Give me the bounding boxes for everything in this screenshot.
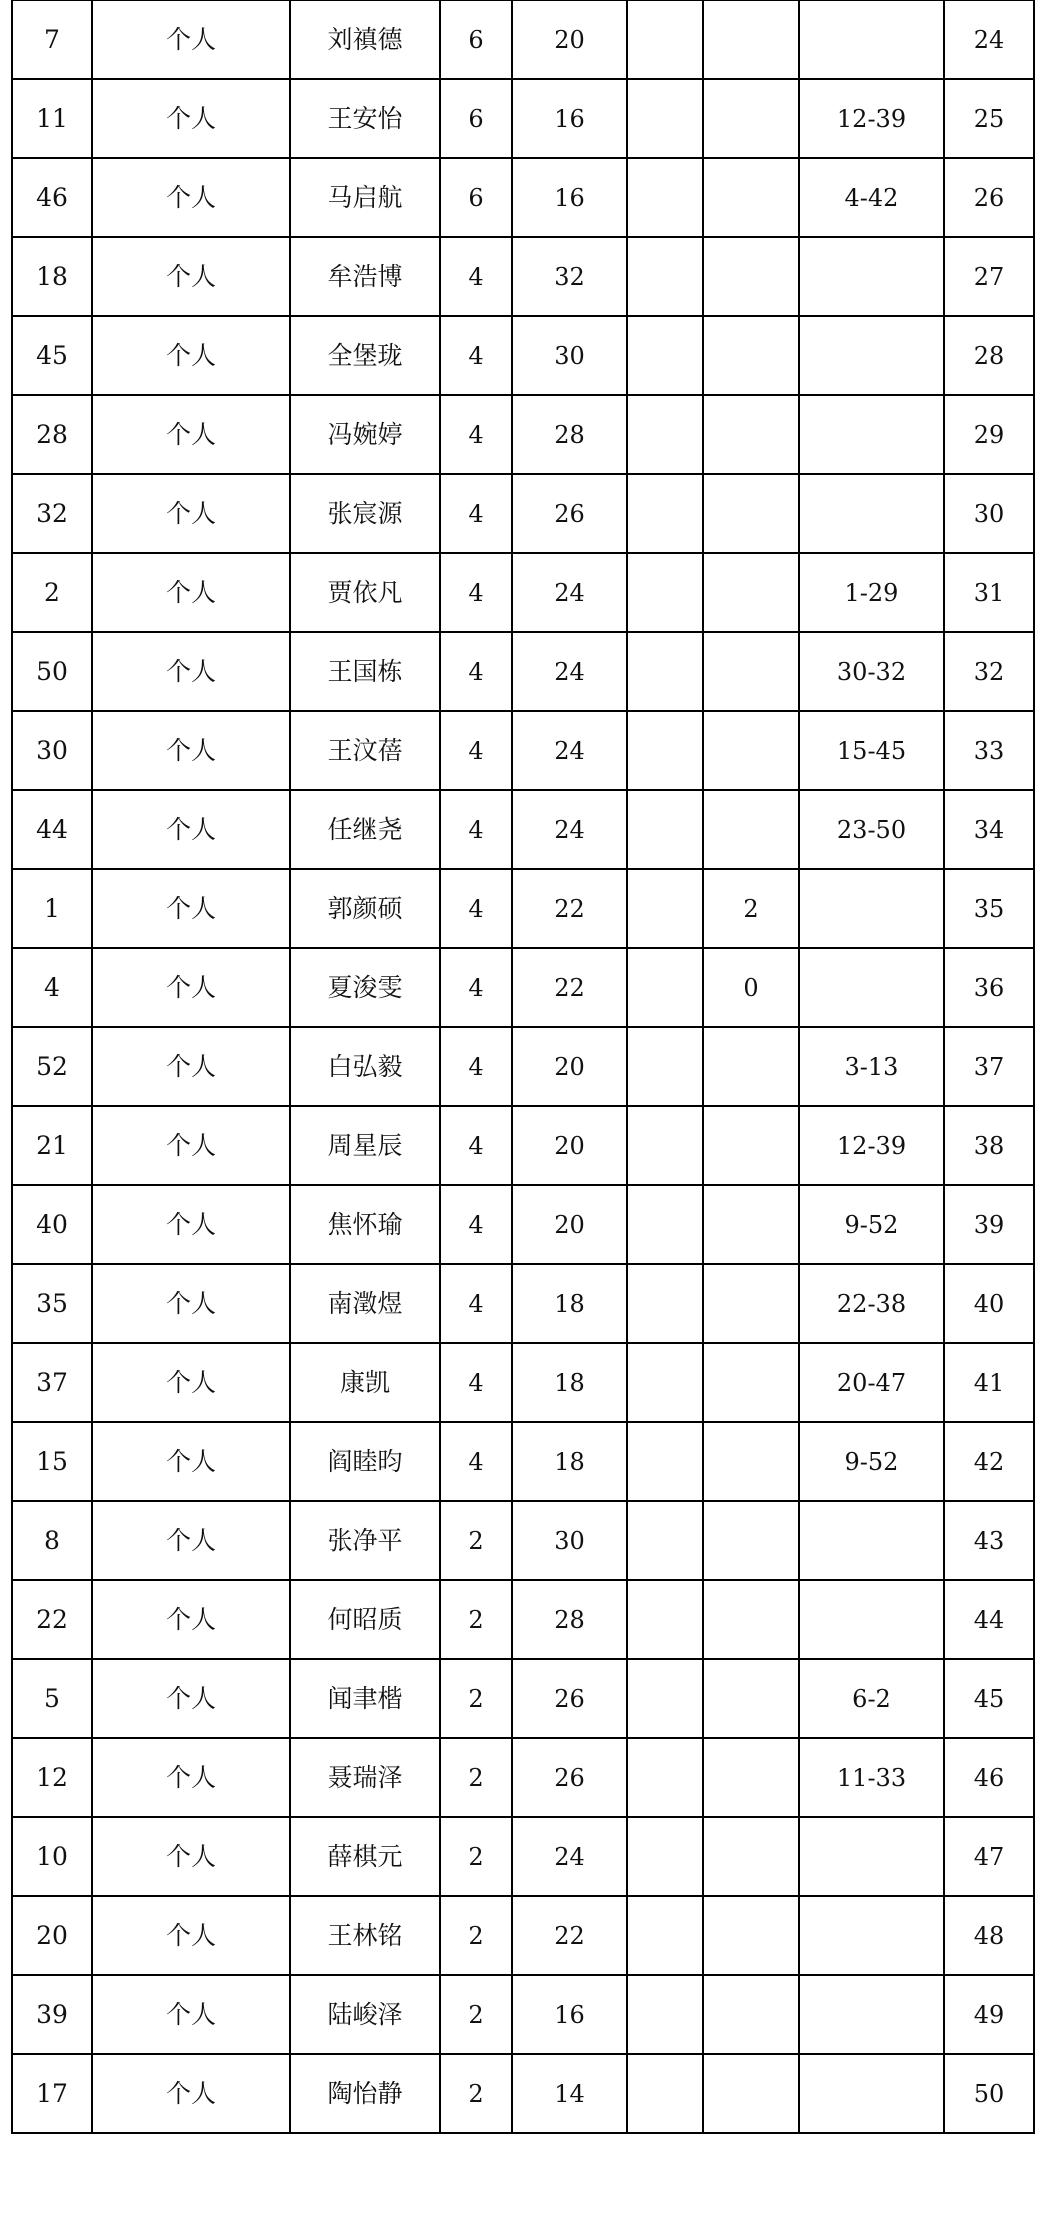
points-cell: 6 xyxy=(440,158,512,237)
score-cell: 28 xyxy=(512,395,627,474)
blank-cell xyxy=(627,395,703,474)
table-row xyxy=(12,1501,1034,1580)
tiebreak-cell xyxy=(703,711,799,790)
player-number-cell: 28 xyxy=(12,395,92,474)
score-cell: 24 xyxy=(512,790,627,869)
entry-type-cell: 个人 xyxy=(92,1659,290,1738)
player-name-cell: 康凯 xyxy=(290,1343,440,1422)
match-pair-cell xyxy=(799,474,944,553)
player-number-cell: 50 xyxy=(12,632,92,711)
player-name-cell: 何昭质 xyxy=(290,1580,440,1659)
blank-cell xyxy=(627,316,703,395)
player-number-cell: 40 xyxy=(12,1185,92,1264)
match-pair-cell xyxy=(799,1975,944,2054)
blank-cell xyxy=(627,711,703,790)
rank-cell: 28 xyxy=(944,316,1034,395)
player-number-cell: 4 xyxy=(12,948,92,1027)
blank-cell xyxy=(627,474,703,553)
player-name-cell: 周星辰 xyxy=(290,1106,440,1185)
match-pair-cell: 3-13 xyxy=(799,1027,944,1106)
tiebreak-cell xyxy=(703,1343,799,1422)
rank-cell: 41 xyxy=(944,1343,1034,1422)
player-name-cell: 王汶蓓 xyxy=(290,711,440,790)
tiebreak-cell xyxy=(703,395,799,474)
blank-cell xyxy=(627,1501,703,1580)
table-row xyxy=(12,237,1034,316)
table-row xyxy=(12,158,1034,237)
match-pair-cell xyxy=(799,2054,944,2133)
player-number-cell: 8 xyxy=(12,1501,92,1580)
player-name-cell: 郭颜硕 xyxy=(290,869,440,948)
table-row xyxy=(12,1343,1034,1422)
blank-cell xyxy=(627,948,703,1027)
table-row xyxy=(12,1975,1034,2054)
player-name-cell: 阎睦昀 xyxy=(290,1422,440,1501)
player-number-cell: 30 xyxy=(12,711,92,790)
table-row xyxy=(12,553,1034,632)
points-cell: 4 xyxy=(440,553,512,632)
match-pair-cell xyxy=(799,869,944,948)
player-number-cell: 52 xyxy=(12,1027,92,1106)
player-number-cell: 39 xyxy=(12,1975,92,2054)
blank-cell xyxy=(627,1738,703,1817)
points-cell: 6 xyxy=(440,0,512,79)
match-pair-cell xyxy=(799,237,944,316)
table-row xyxy=(12,790,1034,869)
points-cell: 4 xyxy=(440,1106,512,1185)
tiebreak-cell xyxy=(703,1738,799,1817)
entry-type-cell: 个人 xyxy=(92,869,290,948)
score-cell: 20 xyxy=(512,1027,627,1106)
player-name-cell: 任继尧 xyxy=(290,790,440,869)
rank-cell: 39 xyxy=(944,1185,1034,1264)
tiebreak-cell xyxy=(703,1422,799,1501)
entry-type-cell: 个人 xyxy=(92,1975,290,2054)
score-cell: 20 xyxy=(512,1106,627,1185)
match-pair-cell xyxy=(799,1501,944,1580)
player-number-cell: 1 xyxy=(12,869,92,948)
rank-cell: 29 xyxy=(944,395,1034,474)
match-pair-cell: 9-52 xyxy=(799,1422,944,1501)
entry-type-cell: 个人 xyxy=(92,316,290,395)
tiebreak-cell xyxy=(703,0,799,79)
match-pair-cell xyxy=(799,948,944,1027)
blank-cell xyxy=(627,1185,703,1264)
player-number-cell: 12 xyxy=(12,1738,92,1817)
entry-type-cell: 个人 xyxy=(92,0,290,79)
match-pair-cell: 30-32 xyxy=(799,632,944,711)
table-row xyxy=(12,1817,1034,1896)
tiebreak-cell xyxy=(703,553,799,632)
tiebreak-cell xyxy=(703,1185,799,1264)
player-number-cell: 5 xyxy=(12,1659,92,1738)
score-cell: 16 xyxy=(512,1975,627,2054)
player-number-cell: 37 xyxy=(12,1343,92,1422)
rank-cell: 26 xyxy=(944,158,1034,237)
points-cell: 4 xyxy=(440,869,512,948)
rank-cell: 32 xyxy=(944,632,1034,711)
player-name-cell: 贾依凡 xyxy=(290,553,440,632)
score-cell: 26 xyxy=(512,474,627,553)
match-pair-cell: 23-50 xyxy=(799,790,944,869)
rank-cell: 49 xyxy=(944,1975,1034,2054)
score-cell: 18 xyxy=(512,1422,627,1501)
player-name-cell: 白弘毅 xyxy=(290,1027,440,1106)
score-cell: 24 xyxy=(512,553,627,632)
blank-cell xyxy=(627,1896,703,1975)
table-row xyxy=(12,0,1034,79)
blank-cell xyxy=(627,158,703,237)
player-name-cell: 焦怀瑜 xyxy=(290,1185,440,1264)
entry-type-cell: 个人 xyxy=(92,2054,290,2133)
player-number-cell: 21 xyxy=(12,1106,92,1185)
table-row xyxy=(12,1264,1034,1343)
player-name-cell: 牟浩博 xyxy=(290,237,440,316)
score-cell: 24 xyxy=(512,632,627,711)
entry-type-cell: 个人 xyxy=(92,1343,290,1422)
blank-cell xyxy=(627,869,703,948)
rank-cell: 48 xyxy=(944,1896,1034,1975)
tiebreak-cell xyxy=(703,79,799,158)
table-row xyxy=(12,395,1034,474)
score-cell: 18 xyxy=(512,1343,627,1422)
points-cell: 2 xyxy=(440,1659,512,1738)
match-pair-cell: 20-47 xyxy=(799,1343,944,1422)
rank-cell: 44 xyxy=(944,1580,1034,1659)
points-cell: 4 xyxy=(440,632,512,711)
tiebreak-cell xyxy=(703,1580,799,1659)
blank-cell xyxy=(627,1422,703,1501)
blank-cell xyxy=(627,1659,703,1738)
points-cell: 4 xyxy=(440,1264,512,1343)
standings-table xyxy=(11,0,1035,2134)
table-row xyxy=(12,632,1034,711)
player-number-cell: 11 xyxy=(12,79,92,158)
player-name-cell: 陶怡静 xyxy=(290,2054,440,2133)
score-cell: 26 xyxy=(512,1659,627,1738)
points-cell: 4 xyxy=(440,474,512,553)
entry-type-cell: 个人 xyxy=(92,1580,290,1659)
rank-cell: 33 xyxy=(944,711,1034,790)
points-cell: 4 xyxy=(440,1185,512,1264)
player-name-cell: 冯婉婷 xyxy=(290,395,440,474)
blank-cell xyxy=(627,790,703,869)
tiebreak-cell: 2 xyxy=(703,869,799,948)
table-row xyxy=(12,79,1034,158)
points-cell: 2 xyxy=(440,1975,512,2054)
score-cell: 22 xyxy=(512,1896,627,1975)
player-name-cell: 张宸源 xyxy=(290,474,440,553)
player-number-cell: 18 xyxy=(12,237,92,316)
rank-cell: 50 xyxy=(944,2054,1034,2133)
player-number-cell: 22 xyxy=(12,1580,92,1659)
table-row xyxy=(12,1027,1034,1106)
entry-type-cell: 个人 xyxy=(92,474,290,553)
player-name-cell: 陆峻泽 xyxy=(290,1975,440,2054)
points-cell: 4 xyxy=(440,790,512,869)
match-pair-cell xyxy=(799,1817,944,1896)
score-cell: 32 xyxy=(512,237,627,316)
rank-cell: 37 xyxy=(944,1027,1034,1106)
match-pair-cell: 9-52 xyxy=(799,1185,944,1264)
match-pair-cell: 11-33 xyxy=(799,1738,944,1817)
table-body xyxy=(12,0,1034,2133)
blank-cell xyxy=(627,553,703,632)
tiebreak-cell xyxy=(703,316,799,395)
points-cell: 4 xyxy=(440,395,512,474)
points-cell: 2 xyxy=(440,1580,512,1659)
player-number-cell: 44 xyxy=(12,790,92,869)
player-name-cell: 薛棋元 xyxy=(290,1817,440,1896)
score-cell: 22 xyxy=(512,869,627,948)
score-cell: 30 xyxy=(512,1501,627,1580)
entry-type-cell: 个人 xyxy=(92,790,290,869)
match-pair-cell xyxy=(799,1896,944,1975)
match-pair-cell: 1-29 xyxy=(799,553,944,632)
match-pair-cell: 12-39 xyxy=(799,1106,944,1185)
rank-cell: 27 xyxy=(944,237,1034,316)
player-name-cell: 马启航 xyxy=(290,158,440,237)
blank-cell xyxy=(627,237,703,316)
match-pair-cell xyxy=(799,0,944,79)
score-cell: 20 xyxy=(512,1185,627,1264)
tiebreak-cell: 0 xyxy=(703,948,799,1027)
tiebreak-cell xyxy=(703,632,799,711)
table-row xyxy=(12,1422,1034,1501)
table-row xyxy=(12,1580,1034,1659)
entry-type-cell: 个人 xyxy=(92,79,290,158)
match-pair-cell xyxy=(799,316,944,395)
tiebreak-cell xyxy=(703,474,799,553)
blank-cell xyxy=(627,632,703,711)
match-pair-cell: 6-2 xyxy=(799,1659,944,1738)
match-pair-cell: 22-38 xyxy=(799,1264,944,1343)
player-name-cell: 闻聿楷 xyxy=(290,1659,440,1738)
tiebreak-cell xyxy=(703,1975,799,2054)
score-cell: 16 xyxy=(512,79,627,158)
match-pair-cell: 4-42 xyxy=(799,158,944,237)
rank-cell: 31 xyxy=(944,553,1034,632)
score-cell: 24 xyxy=(512,711,627,790)
entry-type-cell: 个人 xyxy=(92,948,290,1027)
entry-type-cell: 个人 xyxy=(92,1817,290,1896)
player-number-cell: 35 xyxy=(12,1264,92,1343)
match-pair-cell xyxy=(799,395,944,474)
points-cell: 2 xyxy=(440,1738,512,1817)
score-cell: 16 xyxy=(512,158,627,237)
rank-cell: 45 xyxy=(944,1659,1034,1738)
match-pair-cell: 12-39 xyxy=(799,79,944,158)
points-cell: 4 xyxy=(440,316,512,395)
tiebreak-cell xyxy=(703,158,799,237)
player-number-cell: 46 xyxy=(12,158,92,237)
player-name-cell: 刘禛德 xyxy=(290,0,440,79)
table-row xyxy=(12,316,1034,395)
entry-type-cell: 个人 xyxy=(92,1422,290,1501)
tiebreak-cell xyxy=(703,2054,799,2133)
player-number-cell: 15 xyxy=(12,1422,92,1501)
score-cell: 28 xyxy=(512,1580,627,1659)
tiebreak-cell xyxy=(703,237,799,316)
player-number-cell: 20 xyxy=(12,1896,92,1975)
entry-type-cell: 个人 xyxy=(92,1264,290,1343)
table-row xyxy=(12,948,1034,1027)
entry-type-cell: 个人 xyxy=(92,711,290,790)
rank-cell: 30 xyxy=(944,474,1034,553)
score-cell: 18 xyxy=(512,1264,627,1343)
entry-type-cell: 个人 xyxy=(92,1896,290,1975)
blank-cell xyxy=(627,1580,703,1659)
points-cell: 2 xyxy=(440,1501,512,1580)
player-name-cell: 夏浚雯 xyxy=(290,948,440,1027)
score-cell: 30 xyxy=(512,316,627,395)
player-number-cell: 10 xyxy=(12,1817,92,1896)
blank-cell xyxy=(627,2054,703,2133)
blank-cell xyxy=(627,1106,703,1185)
blank-cell xyxy=(627,1817,703,1896)
blank-cell xyxy=(627,1343,703,1422)
entry-type-cell: 个人 xyxy=(92,1106,290,1185)
rank-cell: 46 xyxy=(944,1738,1034,1817)
table-row xyxy=(12,1659,1034,1738)
entry-type-cell: 个人 xyxy=(92,1501,290,1580)
blank-cell xyxy=(627,1027,703,1106)
rank-cell: 40 xyxy=(944,1264,1034,1343)
points-cell: 4 xyxy=(440,1343,512,1422)
table-row xyxy=(12,869,1034,948)
rank-cell: 43 xyxy=(944,1501,1034,1580)
player-number-cell: 17 xyxy=(12,2054,92,2133)
points-cell: 4 xyxy=(440,1422,512,1501)
tiebreak-cell xyxy=(703,1659,799,1738)
rank-cell: 36 xyxy=(944,948,1034,1027)
player-name-cell: 张净平 xyxy=(290,1501,440,1580)
player-number-cell: 45 xyxy=(12,316,92,395)
tiebreak-cell xyxy=(703,1501,799,1580)
player-name-cell: 王安怡 xyxy=(290,79,440,158)
entry-type-cell: 个人 xyxy=(92,632,290,711)
points-cell: 2 xyxy=(440,1817,512,1896)
table-row xyxy=(12,711,1034,790)
points-cell: 6 xyxy=(440,79,512,158)
score-cell: 14 xyxy=(512,2054,627,2133)
entry-type-cell: 个人 xyxy=(92,553,290,632)
score-cell: 24 xyxy=(512,1817,627,1896)
table-row xyxy=(12,2054,1034,2133)
player-number-cell: 2 xyxy=(12,553,92,632)
match-pair-cell xyxy=(799,1580,944,1659)
rank-cell: 42 xyxy=(944,1422,1034,1501)
tiebreak-cell xyxy=(703,1896,799,1975)
blank-cell xyxy=(627,0,703,79)
points-cell: 4 xyxy=(440,237,512,316)
table-row xyxy=(12,1106,1034,1185)
player-name-cell: 全堡珑 xyxy=(290,316,440,395)
score-cell: 26 xyxy=(512,1738,627,1817)
score-cell: 22 xyxy=(512,948,627,1027)
points-cell: 2 xyxy=(440,1896,512,1975)
blank-cell xyxy=(627,79,703,158)
player-number-cell: 7 xyxy=(12,0,92,79)
entry-type-cell: 个人 xyxy=(92,1185,290,1264)
player-name-cell: 聂瑞泽 xyxy=(290,1738,440,1817)
tiebreak-cell xyxy=(703,1817,799,1896)
rank-cell: 47 xyxy=(944,1817,1034,1896)
table-row xyxy=(12,1738,1034,1817)
blank-cell xyxy=(627,1264,703,1343)
player-number-cell: 32 xyxy=(12,474,92,553)
entry-type-cell: 个人 xyxy=(92,1027,290,1106)
points-cell: 2 xyxy=(440,2054,512,2133)
tiebreak-cell xyxy=(703,1027,799,1106)
entry-type-cell: 个人 xyxy=(92,237,290,316)
score-cell: 20 xyxy=(512,0,627,79)
table-row xyxy=(12,1185,1034,1264)
tiebreak-cell xyxy=(703,1264,799,1343)
player-name-cell: 南澂煜 xyxy=(290,1264,440,1343)
points-cell: 4 xyxy=(440,1027,512,1106)
player-name-cell: 王国栋 xyxy=(290,632,440,711)
entry-type-cell: 个人 xyxy=(92,1738,290,1817)
rank-cell: 24 xyxy=(944,0,1034,79)
rank-cell: 38 xyxy=(944,1106,1034,1185)
rank-cell: 25 xyxy=(944,79,1034,158)
rank-cell: 34 xyxy=(944,790,1034,869)
table-row xyxy=(12,474,1034,553)
entry-type-cell: 个人 xyxy=(92,158,290,237)
tiebreak-cell xyxy=(703,790,799,869)
points-cell: 4 xyxy=(440,711,512,790)
rank-cell: 35 xyxy=(944,869,1034,948)
blank-cell xyxy=(627,1975,703,2054)
entry-type-cell: 个人 xyxy=(92,395,290,474)
tiebreak-cell xyxy=(703,1106,799,1185)
table-row xyxy=(12,1896,1034,1975)
player-name-cell: 王林铭 xyxy=(290,1896,440,1975)
points-cell: 4 xyxy=(440,948,512,1027)
match-pair-cell: 15-45 xyxy=(799,711,944,790)
